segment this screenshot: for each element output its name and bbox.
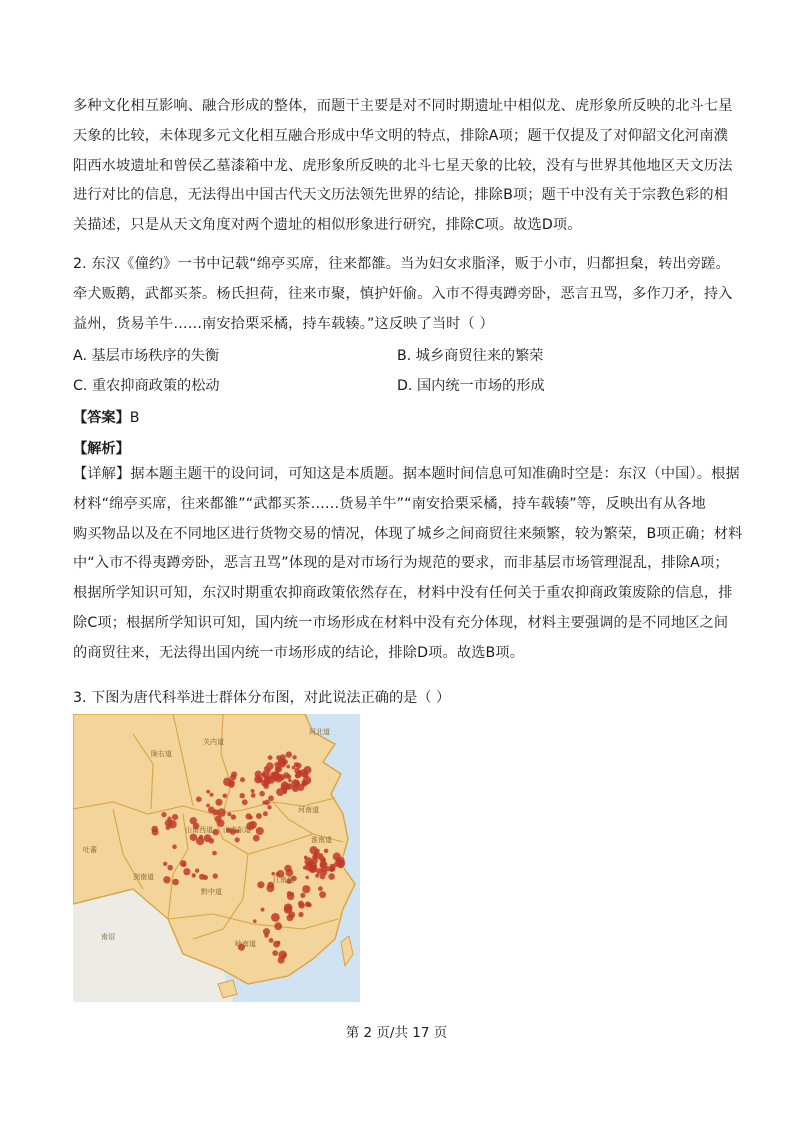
- jinshi-dot: [163, 876, 170, 883]
- jinshi-dot: [263, 811, 268, 816]
- jinshi-dot: [288, 779, 292, 783]
- jinshi-dot: [267, 884, 275, 892]
- jinshi-dot: [231, 771, 237, 777]
- jinshi-dot: [333, 853, 341, 861]
- jinshi-dot: [271, 913, 280, 922]
- question-3-stem: 3. 下图为唐代科举进士群体分布图，对此说法正确的是（ ）: [73, 690, 451, 706]
- question-2-stem: [73, 250, 733, 339]
- jinshi-dot: [253, 919, 257, 923]
- text-line: 进行对比的信息，无法得出中国古代天文历法领先世界的结论，排除B项；题干中没有关于宗教色彩的相: [73, 187, 729, 204]
- jinshi-dot: [278, 774, 285, 781]
- jinshi-dot: [299, 903, 305, 909]
- label-henan: 河南道: [298, 806, 319, 814]
- jinshi-dot: [278, 957, 285, 964]
- jinshi-dot: [228, 780, 234, 786]
- jinshi-dot: [163, 862, 167, 866]
- jinshi-dot: [195, 869, 199, 873]
- jinshi-dot: [240, 777, 245, 782]
- label-jiangnan: 江南道: [273, 876, 294, 884]
- jinshi-dot: [209, 838, 215, 844]
- jinshi-dot: [183, 868, 190, 875]
- jinshi-dot: [276, 755, 281, 760]
- jinshi-dot: [286, 751, 292, 757]
- jinshi-dot: [266, 762, 274, 770]
- jinshi-dot: [286, 765, 290, 769]
- jinshi-dot: [292, 766, 296, 770]
- jinshi-dot: [259, 791, 265, 797]
- answer-tag: 【答案】: [73, 410, 130, 426]
- jinshi-dot: [284, 905, 292, 913]
- jinshi-dot: [316, 849, 320, 853]
- jinshi-dot: [192, 873, 196, 877]
- label-shannan-w: 山南西道: [185, 826, 213, 834]
- jinshi-dot: [206, 790, 210, 794]
- question-2-detail: [73, 460, 743, 669]
- map-graphic: [73, 714, 360, 1002]
- analysis-tag: [73, 439, 130, 459]
- option-a: A. 基层市场秩序的失衡: [73, 348, 220, 364]
- jinshi-dot: [328, 873, 335, 880]
- jinshi-dot: [287, 774, 292, 779]
- jinshi-dot: [303, 866, 307, 870]
- jinshi-dot: [292, 755, 296, 759]
- answer-value: B: [129, 410, 140, 426]
- jinshi-dot: [300, 893, 305, 898]
- tang-jinshi-distribution-map: [73, 714, 360, 1002]
- jinshi-dot: [263, 783, 269, 789]
- jinshi-dot: [300, 769, 308, 777]
- jinshi-dot: [165, 819, 173, 827]
- jinshi-dot: [251, 789, 255, 793]
- jinshi-dot: [212, 851, 217, 856]
- text-line: 购买物品以及在不同地区进行货物交易的情况，体现了城乡之间商贸往来频繁，较为繁荣，B项正确；材料: [73, 525, 743, 542]
- jinshi-dot: [223, 794, 228, 799]
- text-line: 除C项；根据所学知识可知，国内统一市场形成在材料中没有充分体现，材料主要强调的是不同地区之间: [73, 614, 729, 631]
- jinshi-dot: [231, 814, 236, 819]
- jinshi-dot: [210, 793, 214, 797]
- jinshi-dot: [172, 845, 177, 850]
- previous-explanation: [73, 92, 733, 241]
- label-shannan-e: 山南东道: [223, 826, 251, 834]
- jinshi-dot: [240, 793, 245, 798]
- jinshi-dot: [161, 812, 166, 817]
- jinshi-dot: [302, 885, 310, 893]
- jinshi-dot: [287, 891, 292, 896]
- jinshi-dot: [324, 849, 329, 854]
- option-c: C. 重农抑商政策的松动: [73, 378, 220, 394]
- jinshi-dot: [196, 796, 202, 802]
- jinshi-dot: [268, 755, 273, 760]
- jinshi-dot: [172, 814, 178, 820]
- jinshi-dot: [267, 805, 271, 809]
- text-line: 牵犬贩鹅，武都买茶。杨氏担荷，往来市聚，慎护奸偷。入市不得夷蹲旁卧，恶言丑骂，多作刀矛，持入: [73, 285, 733, 302]
- jinshi-dot: [172, 879, 179, 886]
- text-line: 材料“绵亭买席，往来都雒”“武都买茶……货易羊牛”“南安拾栗采橘，持车载辏”等，反映出有从各地: [73, 495, 706, 512]
- text-line: 益州，货易羊牛……南安拾栗采橘，持车载辏。”这反映了当时（ ）: [73, 315, 494, 332]
- jinshi-dot: [273, 941, 280, 948]
- jinshi-dot: [296, 763, 302, 769]
- text-line: 【详解】据本题主题干的设问词，可知这是本质题。据本题时间信息可知准确时空是：东汉（中国）。根据: [73, 466, 740, 482]
- label-nanzhao: 南诏: [101, 933, 115, 941]
- jinshi-dot: [213, 809, 219, 815]
- page-number: 第 2 页/共 17 页: [345, 1025, 448, 1041]
- text-line: 多种文化相互影响、融合形成的整体，而题干主要是对不同时期遗址中相似龙、虎形象所反映的北斗七星: [73, 98, 733, 114]
- jinshi-dot: [213, 829, 220, 836]
- jinshi-dot: [254, 775, 262, 783]
- jinshi-dot: [242, 799, 248, 805]
- jinshi-dot: [182, 863, 186, 867]
- jinshi-dot: [315, 874, 319, 878]
- label-huainan: 淮南道: [311, 836, 332, 844]
- jinshi-dot: [196, 837, 204, 845]
- jinshi-dot: [249, 815, 253, 819]
- option-b: B. 城乡商贸往来的繁荣: [397, 348, 544, 364]
- jinshi-dot: [167, 865, 173, 871]
- jinshi-dot: [264, 800, 269, 805]
- jinshi-dot: [275, 767, 281, 773]
- text-line: 根据所学知识可知，东汉时期重农抑商政策依然存在，材料中没有任何关于重农抑商政策废除的信息，排: [73, 585, 733, 602]
- jinshi-dot: [298, 912, 303, 917]
- label-qianzhong: 黔中道: [201, 888, 222, 896]
- jinshi-dot: [319, 853, 323, 857]
- jinshi-dot: [215, 799, 222, 806]
- jinshi-dot: [284, 865, 291, 872]
- jinshi-dot: [199, 874, 205, 880]
- jinshi-dot: [320, 861, 326, 867]
- label-guannei: 关内道: [203, 738, 224, 746]
- jinshi-dot: [264, 934, 268, 938]
- jinshi-dot: [227, 812, 231, 816]
- jinshi-dot: [272, 950, 278, 956]
- jinshi-dot: [330, 868, 334, 872]
- text-line: 阳西水坡遗址和曾侯乙墓漆箱中龙、虎形象所反映的北斗七星天象的比较，没有与世界其他地区天文历法: [73, 157, 733, 174]
- jinshi-dot: [257, 881, 264, 888]
- jinshi-dot: [190, 834, 197, 841]
- jinshi-dot: [152, 829, 159, 836]
- answer-line: [73, 408, 140, 428]
- jinshi-dot: [322, 870, 328, 876]
- jinshi-dot: [253, 835, 260, 842]
- jinshi-dot: [318, 886, 323, 891]
- jinshi-dot: [309, 865, 317, 873]
- jinshi-dot: [256, 813, 262, 819]
- text-line: 关描述，只是从天文角度对两个遗址的相似形象进行研究，排除C项。故选D项。: [73, 217, 582, 234]
- jinshi-dot: [271, 872, 275, 876]
- label-jiannan: 剑南道: [133, 873, 154, 881]
- label-longyou: 陇右道: [151, 750, 172, 758]
- jinshi-dot: [213, 873, 218, 878]
- jinshi-dot: [281, 781, 289, 789]
- jinshi-dot: [297, 784, 304, 791]
- jinshi-dot: [307, 903, 311, 907]
- jinshi-dot: [251, 793, 256, 798]
- text-line: 的商贸往来，无法得出国内统一市场形成的结论，排除D项。故选B项。: [73, 644, 525, 661]
- jinshi-dot: [274, 922, 282, 930]
- text-line: 2. 东汉《僮约》一书中记载“绵亭买席，往来都雒。当为妇女求脂泽，贩于小市，归都担枲，转出旁蹉。: [73, 256, 730, 272]
- text-line: 天象的比较，未体现多元文化相互融合形成中华文明的特点，排除A项；题干仅提及了对仰韶文化河南濮: [73, 127, 729, 144]
- option-d: D. 国内统一市场的形成: [397, 378, 545, 394]
- jinshi-dot: [269, 938, 274, 943]
- text-line: 中“入市不得夷蹲旁卧，恶言丑骂”体现的是对市场行为规范的要求，而非基层市场管理混乱，排除A项；: [73, 555, 729, 572]
- label-lingnan: 岭南道: [235, 940, 256, 948]
- label-hebei: 河北道: [309, 728, 330, 736]
- jinshi-dot: [305, 876, 309, 880]
- jinshi-dot: [206, 804, 210, 808]
- jinshi-dot: [256, 827, 264, 835]
- jinshi-dot: [235, 837, 240, 842]
- jinshi-dot: [319, 891, 326, 898]
- analysis-label: 【解析】: [73, 441, 130, 457]
- jinshi-dot: [261, 908, 265, 912]
- jinshi-dot: [276, 788, 284, 796]
- label-tubo: 吐蕃: [83, 846, 97, 854]
- jinshi-dot: [268, 795, 274, 801]
